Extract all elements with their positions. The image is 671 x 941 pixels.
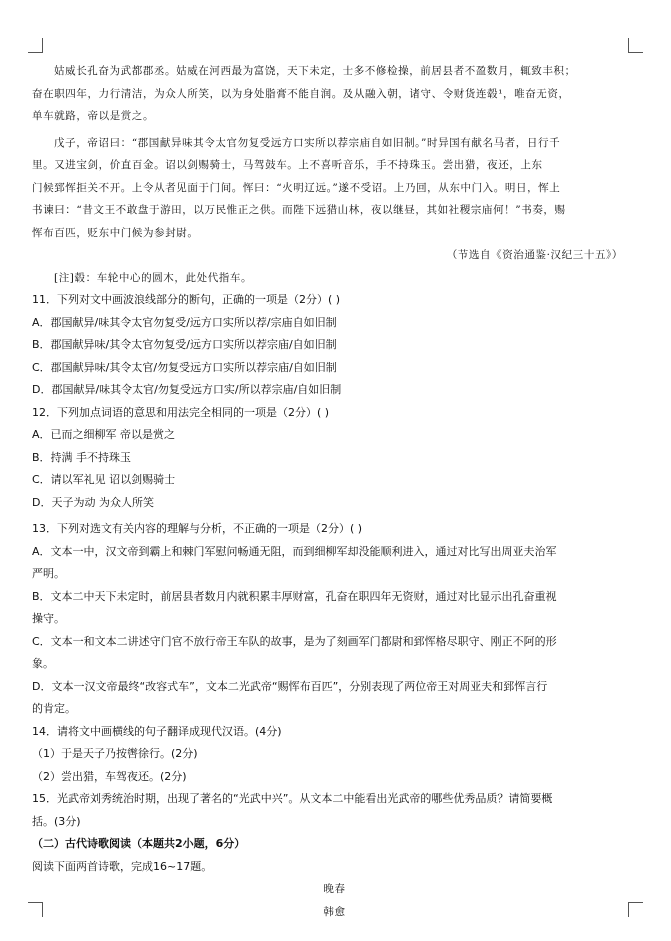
passage-line: 奋在职四年，力行清洁，为众人所笑，以为身处脂膏不能自润。及从融入朝，诸守、令财货连毂¹，唯奋无资， [32,87,570,100]
passage-line: 单车就路，帝以是赏之。 [32,110,155,122]
option-c-cont: 象。 [32,657,54,670]
translate-item-2: （2）尝出猎，车驾夜还。(2分) [32,769,187,783]
crop-mark-top-left [28,38,43,53]
question-stem: 11．下列对文中画波浪线部分的断句，正确的一项是（2分）( ) [32,293,341,306]
question-stem-cont: 括。(3分) [32,814,81,828]
section-heading: （二）古代诗歌阅读（本题共2小题，6分） [32,837,246,850]
option-c: C．郡国献异味/其令太官/勿复受远方口实所以荐宗庙/自如旧制 [32,360,337,374]
option-d: D．郡国献异/味其令太官/勿复受远方口实/所以荐宗庙/自如旧制 [32,383,342,396]
option-d: D．天子为动 为众人所笑 [32,495,154,509]
passage-paragraph-2 [32,132,637,245]
passage-source: （节选自《资治通鉴·汉纪三十五》） [446,249,623,261]
question-12 [32,402,637,515]
question-14 [32,721,637,789]
passage-line: 门候郅恽拒关不开。上令从者见面于门间。恽曰：“火明辽远。”遂不受诏。上乃回，从东中门入。明日，恽上 [32,181,561,194]
question-stem: 12．下列加点词语的意思和用法完全相同的一项是（2分）( ) [32,405,330,419]
poem-author: 韩愈 [323,905,346,918]
poem-title: 晚春 [323,883,346,895]
option-b-cont: 操守。 [32,612,65,625]
passage-line: 戊子，帝诏曰：“郡国献异味其令太官勿复受远方口实所以荐宗庙自如旧制。”时异国有献名马者，日行千 [54,136,561,149]
option-a-cont: 严明。 [32,567,65,580]
option-d-cont: 的肯定。 [32,702,76,715]
option-a: A．郡国献异/味其令太官勿复受/远方口实所以荐/宗庙自如旧制 [32,315,337,329]
option-b: B．文本二中天下未定时，前居县者数月内就积累丰厚财富，孔奋在职四年无资财，通过对比显示出孔奋重视 [32,589,557,603]
passage-line: 姑威长孔奋为武都郡丞。姑威在河西最为富饶，天下未定，士多不修检操，前居县者不盈数月，辄致丰积； [54,65,576,77]
crop-mark-top-right [628,38,643,53]
question-13 [32,518,637,721]
option-c: C．文本一和文本二讲述守门官不放行帝王车队的故事，是为了刻画军门都尉和郅恽格尽职守、刚正不阿的形 [32,634,557,648]
option-a: A．文本一中，汉文帝到霸上和棘门军慰问畅通无阻，而到细柳军却没能顺利进入，通过对比写出周亚夫治军 [32,544,557,558]
document-page [32,60,637,923]
section-instruction: 阅读下面两首诗歌，完成16~17题。 [32,859,213,873]
question-stem: 13．下列对选文有关内容的理解与分析，不正确的一项是（2分）( ) [32,522,363,535]
question-stem: 15．光武帝刘秀统治时期，出现了著名的“光武中兴”。从文本二中能看出光武帝的哪些优秀品质？请简要概 [32,792,553,805]
passage-line: 恽布百匹，贬东中门候为参封尉。 [32,226,199,239]
question-11 [32,289,637,402]
option-b: B．持满 手不持珠玉 [32,450,132,464]
passage-note: [注]毂：车轮中心的圆木，此处代指车。 [54,271,253,284]
question-stem: 14．请将文中画横线的句子翻译成现代汉语。(4分) [32,724,282,738]
passage-line: 里。又进宝剑，价直百金。诏以剑赐骑士，马驾鼓车。上不喜听音乐，手不持珠玉。尝出猎，夜还，上东 [32,159,543,171]
question-15 [32,788,637,833]
translate-item-1: （1）于是天子乃按辔徐行。(2分) [32,747,198,760]
passage-line: 书谏曰：“昔文王不敢盘于游田，以万民惟正之供。而陛下远猎山林，夜以继昼，其如社稷宗庙何！”书奏，赐 [32,204,566,216]
option-b: B．郡国献异味/其令太官勿复受/远方口实所以荐宗庙/自如旧制 [32,338,337,351]
option-c: C．请以军礼见 诏以剑赐骑士 [32,473,176,486]
passage-paragraph-1 [32,60,637,128]
option-d: D．文本一汉文帝最终“改容式车”，文本二光武帝“赐恽布百匹”，分别表现了两位帝王对周亚夫和郅恽言行 [32,679,548,693]
option-a: A．已而之细柳军 帝以是赏之 [32,428,176,441]
